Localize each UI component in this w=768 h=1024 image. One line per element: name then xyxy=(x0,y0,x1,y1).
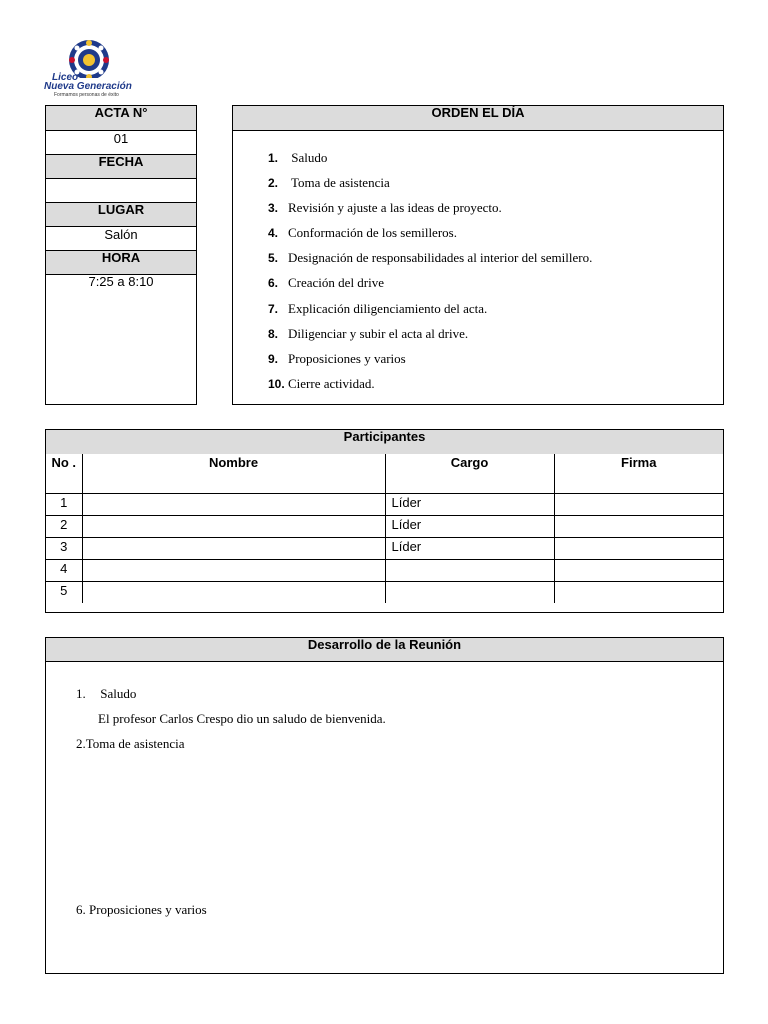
logo-line-3: Formamos personas de éxito xyxy=(54,92,119,98)
lugar-label: LUGAR xyxy=(46,203,196,227)
cell-firma xyxy=(554,515,723,537)
development-item-1-number: 1. xyxy=(76,686,86,701)
cell-cargo xyxy=(385,581,554,603)
agenda-item-text: Explicación diligenciamiento del acta. xyxy=(288,300,488,316)
cell-no: 1 xyxy=(46,493,82,515)
agenda-item-number: 10. xyxy=(268,376,285,391)
school-logo xyxy=(44,38,132,98)
logo-line-2: Nueva Generación xyxy=(44,81,132,92)
table-row xyxy=(46,515,723,537)
table-row xyxy=(46,559,723,581)
column-header: Cargo xyxy=(385,454,554,493)
cell-nombre xyxy=(82,559,385,581)
development-item-6: 6. Proposiciones y varios xyxy=(76,902,207,917)
hora-label: HORA xyxy=(46,251,196,275)
agenda-item-text: Conformación de los semilleros. xyxy=(288,225,457,241)
agenda-item-text: Revisión y ajuste a las ideas de proyecto. xyxy=(288,200,502,216)
agenda-item xyxy=(268,301,592,326)
agenda-item-number: 6. xyxy=(268,276,279,291)
agenda-item xyxy=(268,351,592,376)
acta-value: 01 xyxy=(46,131,196,155)
agenda-item xyxy=(268,150,592,175)
agenda-item-number: 2. xyxy=(268,176,279,191)
agenda-item-number: 3. xyxy=(268,201,279,216)
cell-cargo: Líder xyxy=(385,515,554,537)
cell-no: 5 xyxy=(46,581,82,603)
acta-label: ACTA N° xyxy=(46,106,196,131)
agenda-item-number: 8. xyxy=(268,326,279,341)
development-item-1-detail: El profesor Carlos Crespo dio un saludo de bienvenida. xyxy=(98,711,386,726)
cell-nombre xyxy=(82,515,385,537)
agenda-item xyxy=(268,200,592,225)
cell-firma xyxy=(554,559,723,581)
table-row xyxy=(46,537,723,559)
cell-cargo: Líder xyxy=(385,537,554,559)
development-item-1-title: Saludo xyxy=(100,686,137,701)
agenda-item-number: 7. xyxy=(268,301,279,316)
agenda-item-text: Saludo xyxy=(288,150,328,165)
development-title: Desarrollo de la Reunión xyxy=(46,638,723,662)
agenda-item-number: 1. xyxy=(268,151,279,165)
hora-value: 7:25 a 8:10 xyxy=(88,274,154,289)
agenda-item xyxy=(268,376,592,401)
agenda-item-text: Cierre actividad. xyxy=(288,375,375,391)
agenda-panel xyxy=(232,105,724,405)
agenda-item xyxy=(268,225,592,250)
cell-firma xyxy=(554,493,723,515)
cell-cargo: Líder xyxy=(385,493,554,515)
agenda-title: ORDEN EL DÍA xyxy=(233,106,723,131)
column-header: No . xyxy=(46,454,82,493)
development-item-2: 2.Toma de asistencia xyxy=(76,736,185,751)
table-row xyxy=(46,581,723,603)
cell-nombre xyxy=(82,493,385,515)
agenda-item-text: Designación de responsabilidades al interior del semillero. xyxy=(288,250,593,266)
development-item-1 xyxy=(76,686,136,702)
agenda-item-text: Creación del drive xyxy=(288,275,385,291)
agenda-item xyxy=(268,175,592,200)
info-table xyxy=(45,105,197,405)
agenda-item-text: Toma de asistencia xyxy=(288,175,390,191)
fecha-label: FECHA xyxy=(46,155,196,179)
lugar-value: Salón xyxy=(46,227,196,251)
cell-firma xyxy=(554,581,723,603)
cell-no: 2 xyxy=(46,515,82,537)
agenda-item xyxy=(268,275,592,300)
participants-header-row xyxy=(46,454,723,493)
cell-no: 4 xyxy=(46,559,82,581)
agenda-list xyxy=(268,150,592,401)
participants-panel xyxy=(45,429,724,613)
agenda-item xyxy=(268,250,592,275)
column-header: Nombre xyxy=(82,454,385,493)
cell-cargo xyxy=(385,559,554,581)
cell-firma xyxy=(554,537,723,559)
agenda-item-number: 4. xyxy=(268,226,279,241)
agenda-item xyxy=(268,326,592,351)
table-row xyxy=(46,493,723,515)
cell-no: 3 xyxy=(46,537,82,559)
participants-title: Participantes xyxy=(46,430,723,454)
meeting-development-panel xyxy=(45,637,724,974)
column-header: Firma xyxy=(554,454,723,493)
agenda-item-number: 5. xyxy=(268,251,279,266)
agenda-item-text: Proposiciones y varios xyxy=(288,350,406,366)
cell-nombre xyxy=(82,537,385,559)
agenda-item-number: 9. xyxy=(268,351,279,366)
fecha-value xyxy=(46,179,196,203)
cell-nombre xyxy=(82,581,385,603)
logo-line-1: Liceo xyxy=(52,72,79,83)
agenda-item-text: Diligenciar y subir el acta al drive. xyxy=(288,325,469,341)
participants-table xyxy=(46,454,723,603)
